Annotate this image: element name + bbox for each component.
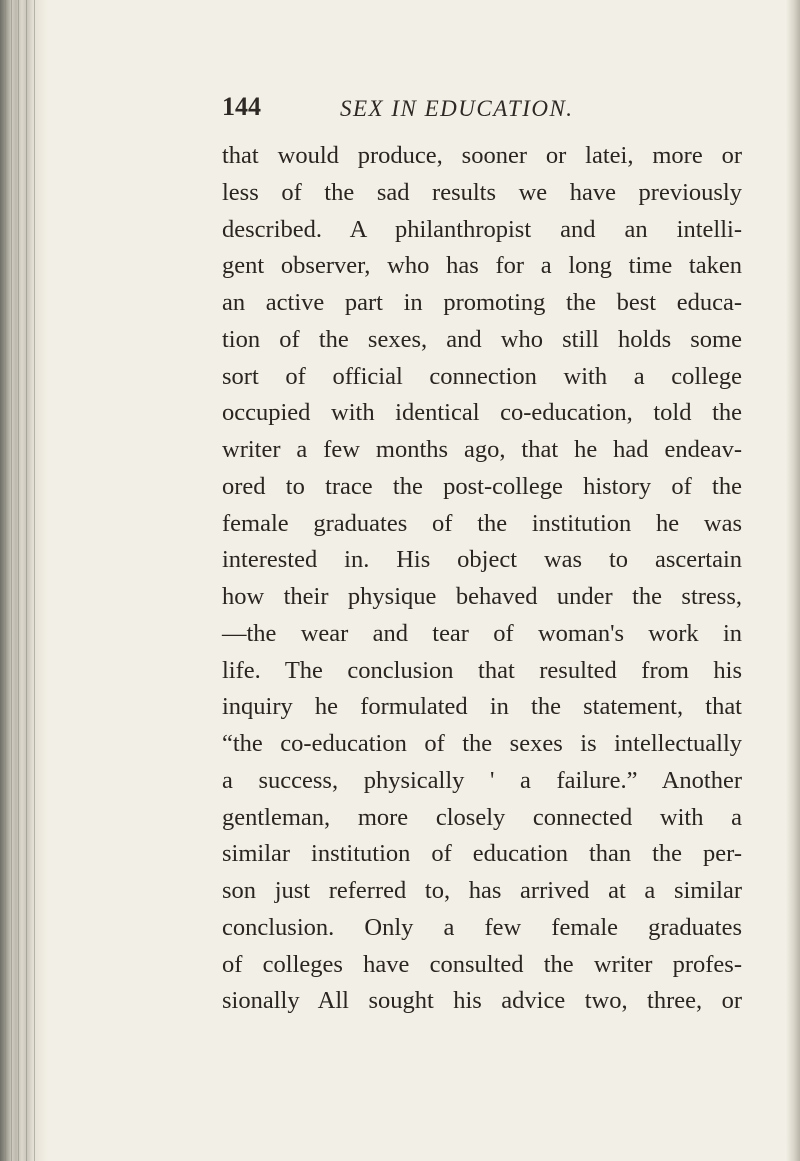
text-line: of colleges have consulted the writer profes- — [222, 950, 742, 978]
text-line: ored to trace the post-college history of the — [222, 472, 742, 500]
text-line: an active part in promoting the best educa- — [222, 289, 742, 316]
text-line: conclusion. Only a few female graduates — [222, 913, 742, 941]
text-line: inquiry he formulated in the statement, that — [222, 693, 742, 721]
text-line: how their physique behaved under the stress, — [222, 583, 742, 610]
text-line: interested in. His object was to ascertain — [222, 546, 742, 574]
page-number: 144 — [222, 92, 261, 121]
text-line: tion of the sexes, and who still holds some — [222, 325, 742, 353]
text-line: son just referred to, has arrived at a similar — [222, 877, 742, 904]
body-paragraph — [222, 138, 742, 1020]
text-line: writer a few months ago, that he had endeav- — [222, 436, 742, 463]
text-line: “the co-education of the sexes is intellectually — [222, 730, 742, 757]
text-line: similar institution of education than the per- — [222, 840, 742, 868]
text-line: sort of official connection with a college — [222, 362, 742, 390]
text-line: life. The conclusion that resulted from his — [222, 656, 742, 684]
text-line: female graduates of the institution he was — [222, 509, 742, 537]
text-line: occupied with identical co-education, told the — [222, 399, 742, 427]
text-line: that would produce, sooner or latei, more or — [222, 142, 742, 169]
text-line: less of the sad results we have previously — [222, 178, 742, 206]
text-line: a success, physically ' a failure.” Another — [222, 766, 742, 794]
text-line: —the wear and tear of woman's work in — [222, 619, 742, 647]
text-line: sionally All sought his advice two, three, or — [222, 987, 742, 1015]
text-line: gent observer, who has for a long time taken — [222, 252, 742, 280]
running-head: SEX IN EDUCATION. — [340, 96, 574, 121]
text-line: described. A philanthropist and an intelli- — [222, 215, 742, 243]
text-line: gentleman, more closely connected with a — [222, 803, 742, 831]
